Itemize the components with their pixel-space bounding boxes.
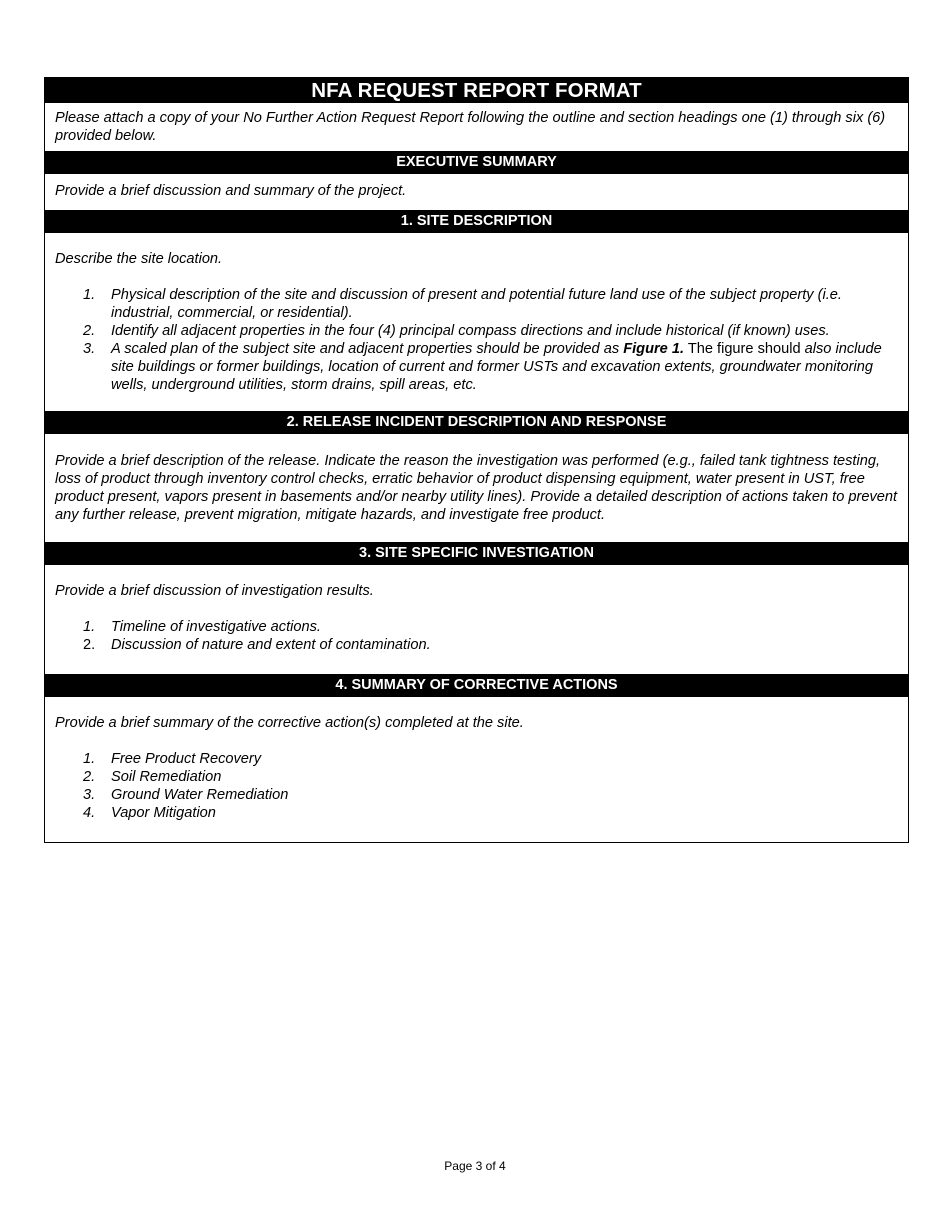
list-item [55,322,898,340]
corrective-actions-heading: 4. SUMMARY OF CORRECTIVE ACTIONS [45,674,908,697]
list-number: 2. [83,323,96,339]
release-incident-text: Provide a brief description of the release. Indicate the reason the investigation was performed (e.g., failed tank tightness testing, loss of product through inventory control checks, erratic behavior of product dispensing equipment, water present in UST, free product present, vapors present in basements and/or nearby utility lines). Provide a detailed description of actions taken to prevent any further release, prevent migration, mitigate hazards, and investigate free product. [55,453,898,523]
list-number: 2. [83,637,96,653]
list-number: 1. [83,287,96,303]
site-description-list [55,286,898,394]
site-description-section [45,233,908,411]
list-item [55,750,898,768]
list-item [55,618,898,636]
list-text: Vapor Mitigation [111,805,216,821]
executive-summary-text: Provide a brief discussion and summary of the project. [55,183,407,199]
release-incident-section [45,434,908,542]
release-incident-heading: 2. RELEASE INCIDENT DESCRIPTION AND RESPONSE [45,411,908,434]
site-investigation-list [55,618,898,654]
list-text-part: also include site buildings or former buildings, location of current and former USTs and excavation extents, groundwater monitoring wells, underground utilities, storm drains, spill areas, etc. [111,341,882,393]
list-text: Discussion of nature and extent of contamination. [111,637,431,653]
list-text: Soil Remediation [111,769,222,785]
list-text: Physical description of the site and discussion of present and potential future land use of the subject property (i.e. industrial, commercial, or residential). [111,287,842,321]
executive-summary-section [45,174,908,210]
list-number: 4. [83,805,96,821]
list-text-part: The figure should [684,341,805,357]
list-number: 2. [83,769,96,785]
list-text: Free Product Recovery [111,751,262,767]
list-number: 3. [83,341,96,357]
figure-reference: Figure 1. [623,341,685,357]
form-title: NFA REQUEST REPORT FORMAT [45,78,908,103]
site-investigation-heading: 3. SITE SPECIFIC INVESTIGATION [45,542,908,565]
list-text: Identify all adjacent properties in the four (4) principal compass directions and include historical (if known) uses. [111,323,830,339]
list-number: 1. [83,751,96,767]
list-number: 3. [83,787,96,803]
list-number: 1. [83,619,96,635]
list-text-part: A scaled plan of the subject site and adjacent properties should be provided as [111,341,624,357]
site-description-heading: 1. SITE DESCRIPTION [45,210,908,233]
site-investigation-section [45,565,908,674]
list-item [55,804,898,822]
list-text: Timeline of investigative actions. [111,619,321,635]
report-format-form [44,77,909,843]
list-item [55,340,898,394]
list-item [55,286,898,322]
intro-text: Please attach a copy of your No Further Action Request Report following the outline and section headings one (1) through six (6) provided below. [55,110,886,144]
list-item [55,768,898,786]
executive-summary-heading: EXECUTIVE SUMMARY [45,151,908,174]
corrective-actions-text: Provide a brief summary of the corrective action(s) completed at the site. [55,715,524,731]
list-item [55,786,898,804]
corrective-actions-section [45,697,908,822]
site-description-text: Describe the site location. [55,251,223,267]
site-investigation-text: Provide a brief discussion of investigation results. [55,583,374,599]
list-item [55,636,898,654]
list-text: Ground Water Remediation [111,787,289,803]
page-number: Page 3 of 4 [444,1159,506,1173]
corrective-actions-list [55,750,898,822]
